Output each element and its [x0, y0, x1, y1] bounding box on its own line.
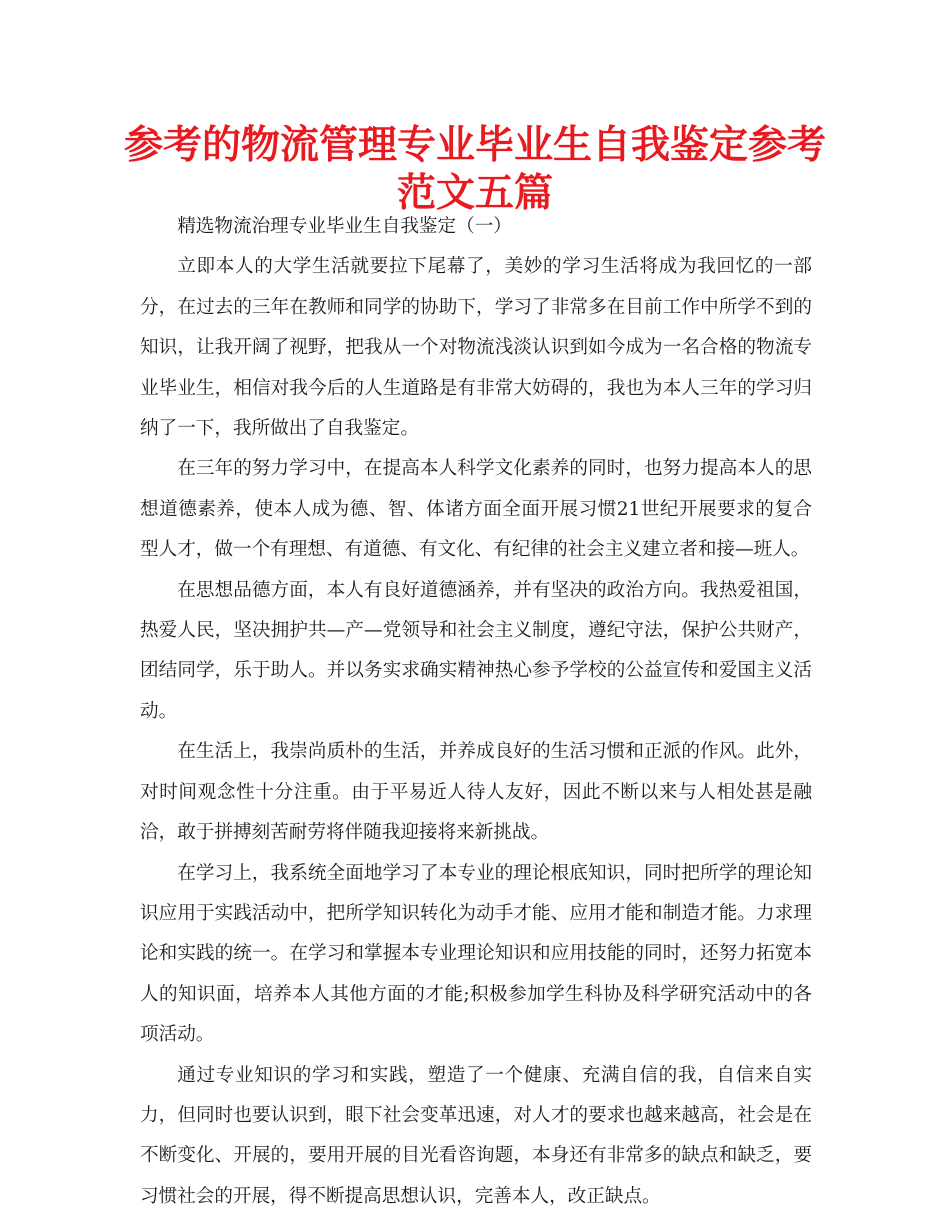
- paragraph: 在生活上，我崇尚质朴的生活，并养成良好的生活习惯和正派的作风。此外，对时间观念性十分注重。由于平易近人待人友好，因此不断以来与人相处甚是融洽，敢于拼搏刻苦耐劳将伴随我迎接将来新挑战。: [140, 741, 812, 844]
- document-body: [140, 207, 812, 1217]
- paragraph: 在学习上，我系统全面地学习了本专业的理论根底知识，同时把所学的理论知识应用于实践活动中，把所学知识转化为动手才能、应用才能和制造才能。力求理论和实践的统一。在学习和掌握本专业理论知识和应用技能的同时，还努力拓宽本人的知识面，培养本人其他方面的才能;积极参加学生科协及科学研究活动中的各项活动。: [140, 862, 812, 1046]
- paragraph: 立即本人的大学生活就要拉下尾幕了，美妙的学习生活将成为我回忆的一部分，在过去的三年在教师和同学的协助下，学习了非常多在目前工作中所学不到的知识，让我开阔了视野，把我从一个对物流浅淡认识到如今成为一名合格的物流专业毕业生，相信对我今后的人生道路是有非常大妨碍的，我也为本人三年的学习归纳了一下，我所做出了自我鉴定。: [140, 256, 812, 440]
- paragraph: 通过专业知识的学习和实践，塑造了一个健康、充满自信的我，自信来自实力，但同时也要认识到，眼下社会变革迅速，对人才的要求也越来越高，社会是在不断变化、开展的，要用开展的目光看咨询题，本身还有非常多的缺点和缺乏，要习惯社会的开展，得不断提高思想认识，完善本人，改正缺点。: [140, 1064, 812, 1207]
- paragraph: 在三年的努力学习中，在提高本人科学文化素养的同时，也努力提高本人的思想道德素养，使本人成为德、智、体诸方面全面开展习惯21世纪开展要求的复合型人才，做一个有理想、有道德、有文化、有纪律的社会主义建立者和接—班人。: [140, 458, 812, 561]
- section-heading: 精选物流治理专业毕业生自我鉴定（一）: [177, 216, 512, 237]
- paragraph: 在思想品德方面，本人有良好道德涵养，并有坚决的政治方向。我热爱祖国，热爱人民，坚决拥护共—产—党领导和社会主义制度，遵纪守法，保护公共财产，团结同学，乐于助人。并以务实求确实精神热心参予学校的公益宣传和爱国主义活动。: [140, 579, 812, 722]
- document-title: 参考的物流管理专业毕业生自我鉴定参考范文五篇: [123, 123, 826, 216]
